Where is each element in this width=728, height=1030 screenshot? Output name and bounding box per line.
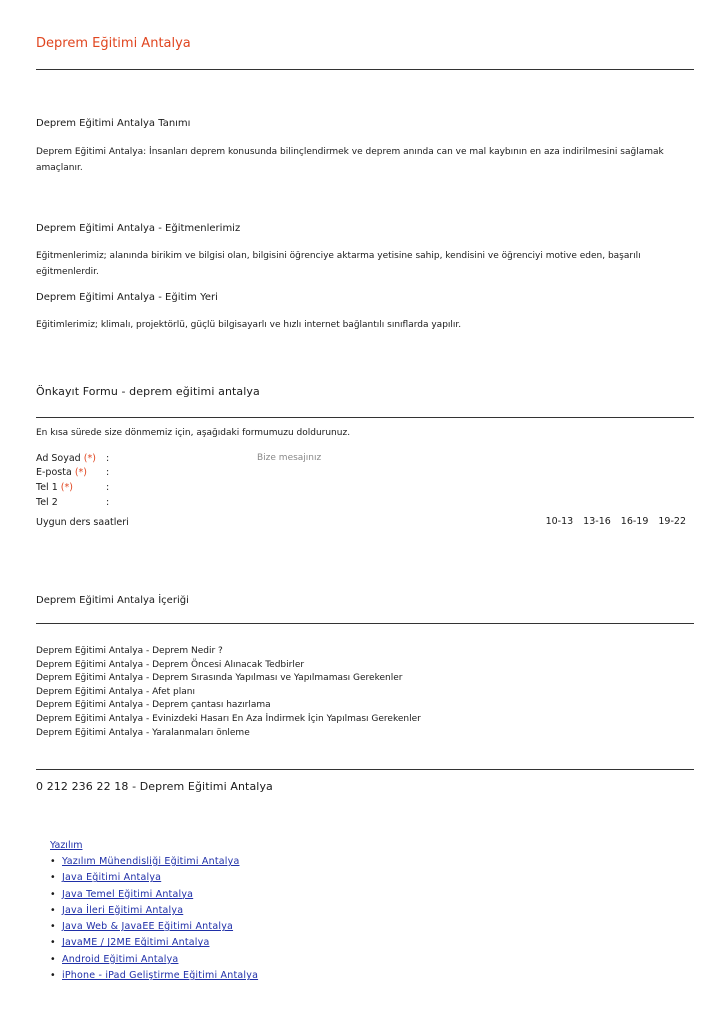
link-iphone-ipad[interactable]: iPhone - iPad Geliştirme Eğitimi Antalya: [62, 970, 259, 982]
list-item: • Java Web & JavaEE Eğitimi Antalya: [50, 921, 234, 933]
form-row-tel1[interactable]: Tel 1 (*) :: [36, 482, 110, 493]
contact-divider: [36, 769, 694, 770]
hours-options: [536, 516, 686, 527]
section-body-trainers: Eğitmenlerimiz; alanında birikim ve bilgisi olan, bilgisini öğrenciye aktarma yetisine sahip, kendisini ve öğrenciyi motive eden, başarılı eğitmenlerdir.: [36, 251, 641, 277]
section-heading-definition: Deprem Eğitimi Antalya Tanımı: [36, 118, 191, 129]
list-item: Deprem Eğitimi Antalya - Evinizdeki Hasarı En Aza İndirmek İçin Yapılması Gerekenler: [36, 713, 421, 724]
links-list: [50, 854, 258, 984]
form-divider: [36, 417, 694, 418]
link-java[interactable]: Java Eğitimi Antalya: [62, 872, 162, 884]
list-item: • Java Temel Eğitimi Antalya: [50, 888, 194, 900]
tel1-label: Tel 1 (*): [36, 482, 73, 493]
form-row-tel2[interactable]: Tel 2 :: [36, 497, 110, 508]
tel2-label: Tel 2: [36, 497, 58, 508]
link-java-basic[interactable]: Java Temel Eğitimi Antalya: [62, 888, 194, 900]
contents-list: [36, 645, 421, 740]
hour-option-19-22[interactable]: 19-22: [658, 516, 686, 527]
section-heading-trainers: Deprem Eğitimi Antalya - Eğitmenlerimiz: [36, 223, 241, 234]
list-item: • JavaME / J2ME Eğitimi Antalya: [50, 937, 210, 949]
contact-line: 0 212 236 22 18 - Deprem Eğitimi Antalya: [36, 780, 273, 793]
name-label: Ad Soyad (*): [36, 453, 96, 464]
section-heading-location: Deprem Eğitimi Antalya - Eğitim Yeri: [36, 292, 218, 303]
list-item: Deprem Eğitimi Antalya - Afet planı: [36, 686, 195, 697]
list-item: • Yazılım Mühendisliği Eğitimi Antalya: [50, 856, 240, 867]
hour-option-10-13[interactable]: 10-13: [545, 516, 574, 527]
list-item: Deprem Eğitimi Antalya - Deprem Nedir ?: [36, 646, 223, 656]
email-label: E-posta (*): [36, 467, 87, 478]
list-item: Deprem Eğitimi Antalya - Yaralanmaları önleme: [36, 727, 250, 738]
message-textarea[interactable]: Bize mesajınız: [257, 453, 322, 463]
section-body-location: Eğitimlerimiz; klimalı, projektörlü, güçlü bilgisayarlı ve hızlı internet bağlantılı sınıflarda yapılır.: [36, 320, 462, 330]
list-item: Deprem Eğitimi Antalya - Deprem Öncesi Alınacak Tedbirler: [36, 659, 305, 670]
link-javame[interactable]: JavaME / J2ME Eğitimi Antalya: [62, 937, 210, 949]
list-item: • iPhone - iPad Geliştirme Eğitimi Antalya: [50, 970, 259, 982]
list-item: • Java Eğitimi Antalya: [50, 872, 162, 884]
link-software-engineering[interactable]: Yazılım Mühendisliği Eğitimi Antalya: [62, 856, 240, 867]
form-row-email[interactable]: E-posta (*) :: [36, 467, 110, 478]
hour-option-16-19[interactable]: 16-19: [620, 516, 649, 527]
link-android[interactable]: Android Eğitimi Antalya: [62, 953, 179, 965]
contents-title: Deprem Eğitimi Antalya İçeriği: [36, 595, 189, 606]
form-title: Önkayıt Formu - deprem eğitimi antalya: [36, 385, 260, 398]
list-item: Deprem Eğitimi Antalya - Deprem Sırasında Yapılması ve Yapılmaması Gerekenler: [36, 673, 403, 684]
list-item: Deprem Eğitimi Antalya - Deprem çantası hazırlama: [36, 700, 271, 711]
list-item: • Android Eğitimi Antalya: [50, 953, 179, 965]
link-yazilim[interactable]: Yazılım: [50, 840, 83, 851]
list-item: • Java İleri Eğitimi Antalya: [50, 904, 184, 916]
header-divider: [36, 69, 694, 70]
section-body-definition: Deprem Eğitimi Antalya: İnsanları deprem konusunda bilinçlendirmek ve deprem anında can ve mal kaybının en aza indirilmesini sağlamak amaçlanır.: [36, 147, 664, 173]
link-java-advanced[interactable]: Java İleri Eğitimi Antalya: [62, 904, 184, 916]
hours-label: Uygun ders saatleri: [36, 517, 129, 528]
link-java-web[interactable]: Java Web & JavaEE Eğitimi Antalya: [62, 921, 234, 933]
contents-divider: [36, 623, 694, 624]
site-title: Deprem Eğitimi Antalya: [36, 36, 191, 51]
form-intro: En kısa sürede size dönmemiz için, aşağıdaki formumuzu doldurunuz.: [36, 428, 351, 438]
form-row-name[interactable]: Ad Soyad (*) :: [36, 453, 110, 464]
hour-option-13-16[interactable]: 13-16: [583, 516, 611, 527]
